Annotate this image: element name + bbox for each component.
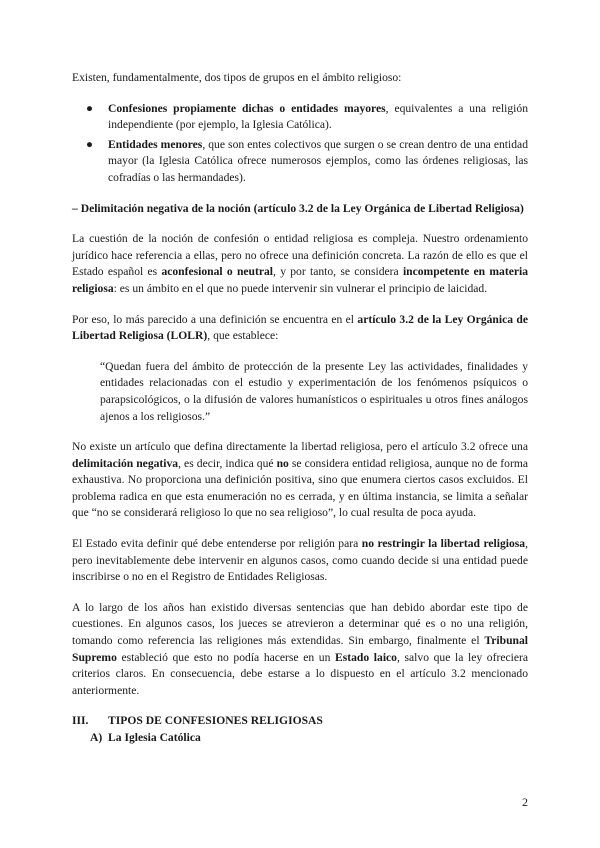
bold-term: delimitación negativa (72, 456, 179, 470)
paragraph-negative-delimitation (72, 439, 528, 522)
text-run: , y por tanto, se considera (273, 265, 403, 279)
page-number: 2 (522, 795, 528, 809)
bullet-icon: ● (86, 137, 94, 151)
bold-term: aconfesional o neutral (161, 265, 274, 279)
bold-term: incompetente en materia religiosa (72, 265, 529, 295)
list-item (72, 101, 528, 134)
chapter-number: III. (72, 714, 89, 728)
intro-paragraph: Existen, fundamentalmente, dos tipos de grupos en el ámbito religioso: (72, 71, 402, 84)
page-content (72, 70, 528, 747)
text-run: No existe un artículo que defina directamente la libertad religiosa, pero el artículo 3.2 ofrece una (72, 440, 528, 454)
text-run: , es decir, indica qué (178, 456, 277, 470)
text-run: : es un ámbito en el que no puede intervenir sin vulnerar el principio de laicidad. (113, 281, 488, 295)
bullet-text: , equivalentes a una religión independiente (por ejemplo, la Iglesia Católica). (108, 101, 528, 132)
group-types-list (72, 101, 528, 187)
bold-term: no (276, 456, 289, 470)
text-run: se considera entidad religiosa, aunque no de forma exhaustiva. No proporciona una definición positiva, sino que enumera ciertos casos excluidos. El problema radica en que esta enumeración no es cerrada, y en última instancia, se limita a señalar que “no se considerará religioso lo que no sea religioso”, lo cual resulta de poca ayuda. (72, 456, 528, 520)
bold-term: no restringir la libertad religiosa (361, 537, 526, 551)
text-run: , pero inevitablemente debe intervenir en algunos casos, como cuando decide si una entidad puede inscribirse o no en el Registro de Entidades Religiosas. (72, 537, 528, 584)
bullet-bold-term: Confesiones propiamente dichas o entidades mayores (108, 101, 386, 115)
text-run: , que establece: (207, 329, 279, 343)
bullet-icon: ● (86, 101, 94, 115)
paragraph-state-avoids (72, 536, 528, 586)
paragraph-jurisprudence (72, 600, 528, 700)
paragraph-definition (72, 312, 528, 345)
chapter-title: TIPOS DE CONFESIONES RELIGIOSAS (108, 714, 323, 728)
bold-term: Tribunal Supremo (72, 634, 528, 664)
subsection-heading: A) La Iglesia Católica (90, 731, 201, 744)
bold-term: Estado laico (335, 650, 397, 664)
bold-term: artículo 3.2 de la Ley Orgánica de Libertad Religiosa (LOLR) (72, 312, 528, 343)
bullet-bold-term: Entidades menores (108, 137, 203, 151)
text-run: estableció que esto no podía hacerse en un (116, 650, 336, 664)
law-quote: “Quedan fuera del ámbito de protección de la presente Ley las actividades, finalidades y entidades relacionadas con el estudio y experimentación de los fenómenos psíquicos o parapsicológicos, o la difusión de valores humanísticos o espirituales u otros fines análogos ajenos a los religiosos.” (100, 359, 528, 423)
paragraph-notion (72, 231, 528, 297)
text-run: El Estado evita definir qué debe entenderse por religión para (72, 537, 362, 551)
chapter-heading (72, 713, 528, 730)
text-run: La cuestión de la noción de confesión o entidad religiosa es compleja. Nuestro ordenamiento jurídico hace referencia a ellas, pero no ofrece una definición concreta. La razón de ello es que el Estado español es (72, 232, 528, 279)
section-heading: – Delimitación negativa de la noción (artículo 3.2 de la Ley Orgánica de Libertad Religiosa) (72, 201, 524, 215)
text-run: Por eso, lo más parecido a una definición se encuentra en el (72, 312, 358, 326)
bullet-text: , que son entes colectivos que surgen o se crean dentro de una entidad mayor (la Iglesia Católica ofrece numerosos ejemplos, como las órdenes religiosas, las cofradías o las hermandades). (108, 137, 528, 184)
text-run: A lo largo de los años han existido diversas sentencias que han debido abordar este tipo de cuestiones. En algunos casos, los jueces se atrevieron a determinar qué es o no una religión, tomando como referencia las religiones más extendidas. Sin embargo, finalmente el (72, 600, 528, 648)
list-item (72, 137, 528, 187)
text-run: , salvo que la ley ofreciera criterios claros. En consecuencia, debe estarse a lo dispuesto en el artículo 3.2 mencionado anteriormente. (72, 650, 528, 697)
